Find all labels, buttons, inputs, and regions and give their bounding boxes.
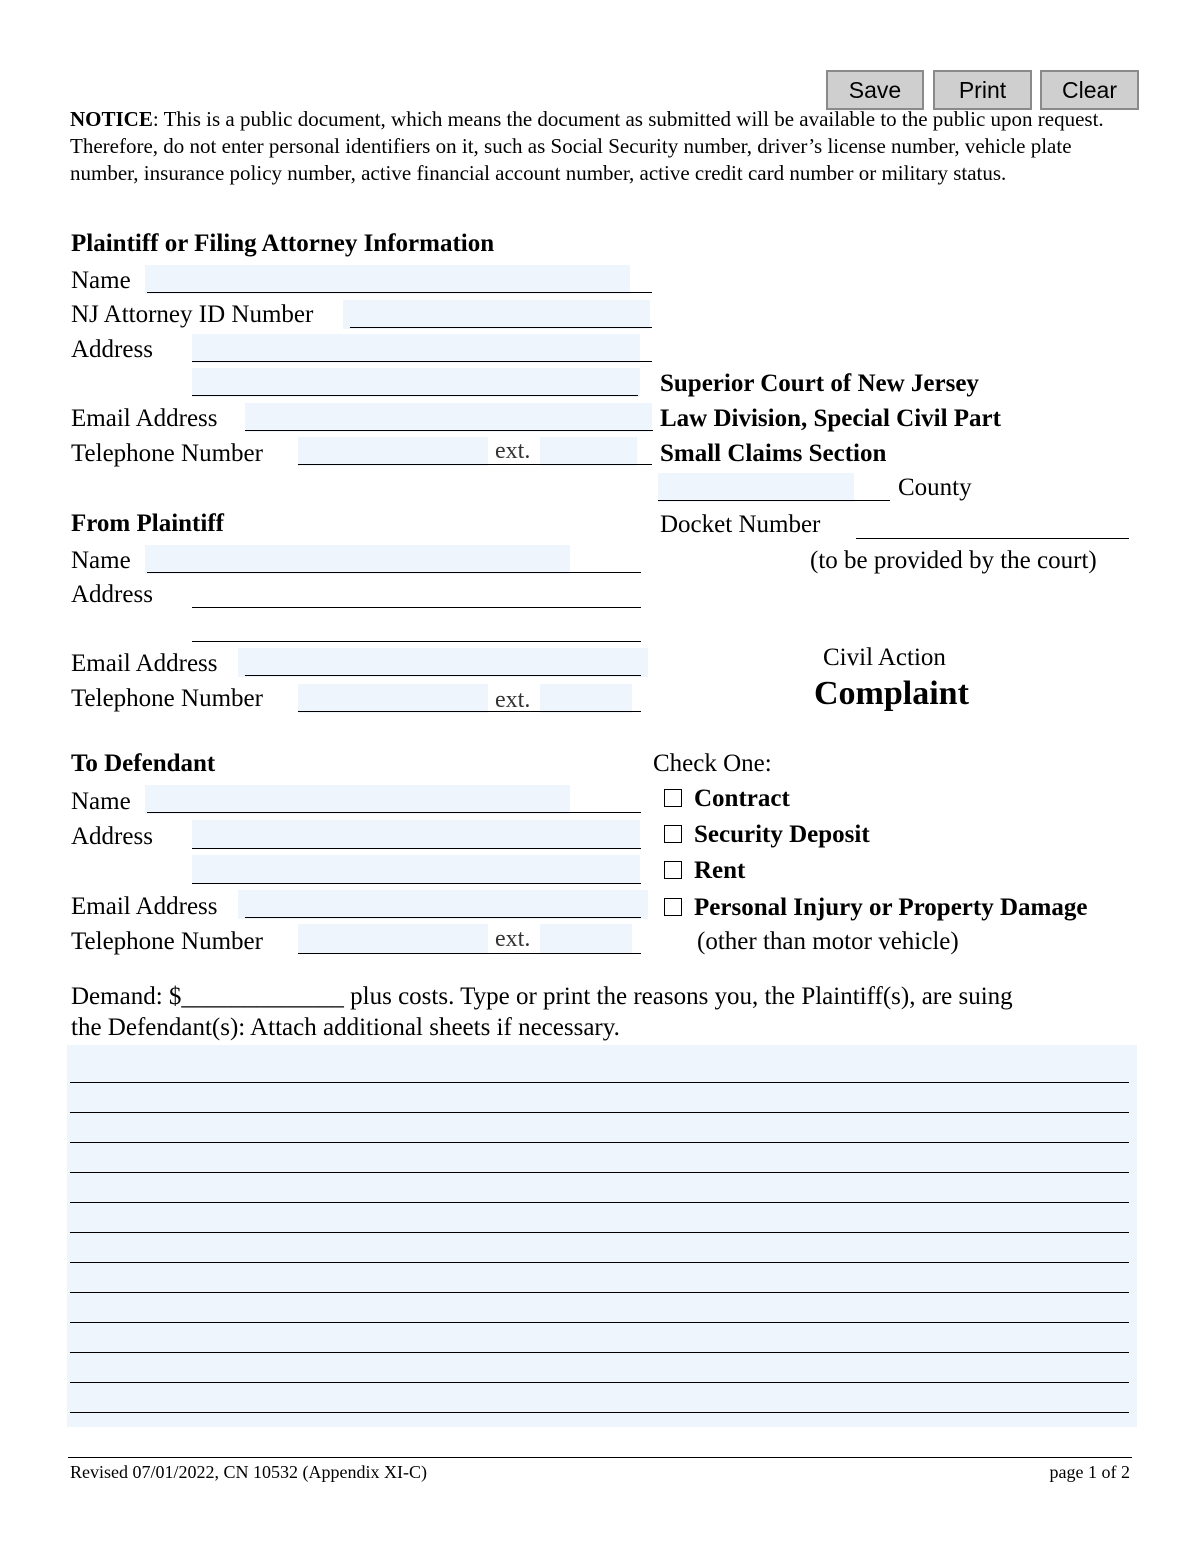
demand-line1 (71, 983, 1013, 1011)
reasons-line (70, 1232, 1129, 1233)
demand-prefix: Demand: $ (71, 983, 182, 1010)
plaintiff-email-underline (245, 675, 641, 676)
reasons-line (70, 1292, 1129, 1293)
defendant-name-label: Name (71, 788, 131, 815)
attorney-phone-input[interactable] (298, 437, 488, 466)
defendant-address-line1-input[interactable] (192, 820, 640, 849)
print-button[interactable]: Print (933, 70, 1032, 110)
reasons-textarea[interactable] (67, 1045, 1137, 1427)
demand-amount-field[interactable]: _____________ (181, 983, 344, 1010)
rent-checkbox[interactable] (664, 861, 682, 879)
demand-line2: the Defendant(s): Attach additional sheets if necessary. (71, 1014, 620, 1041)
plaintiff-email-input[interactable] (238, 648, 648, 677)
county-underline (658, 500, 890, 501)
attorney-address-line1-input[interactable] (192, 334, 640, 363)
reasons-line (70, 1082, 1129, 1083)
defendant-name-underline (147, 812, 641, 813)
county-label: County (898, 474, 972, 501)
attorney-ext-label: ext. (495, 438, 531, 464)
footer-revision: Revised 07/01/2022, CN 10532 (Appendix XI-C) (70, 1462, 427, 1482)
attorney-name-label: Name (71, 267, 131, 294)
demand-suffix: plus costs. Type or print the reasons you, the Plaintiff(s), are suing (343, 983, 1013, 1010)
county-input[interactable] (658, 473, 854, 502)
security-deposit-label: Security Deposit (694, 821, 870, 848)
contract-label: Contract (694, 785, 790, 812)
defendant-phone-input[interactable] (298, 924, 488, 953)
attorney-name-input[interactable] (145, 265, 630, 294)
defendant-phone-underline (298, 953, 641, 954)
defendant-email-underline (245, 917, 641, 918)
plaintiff-address-line1-underline[interactable] (192, 607, 641, 608)
defendant-name-input[interactable] (145, 785, 570, 814)
footer-divider (68, 1457, 1132, 1458)
docket-label: Docket Number (660, 511, 821, 538)
attorney-address-line1-underline (192, 361, 652, 362)
attorney-email-underline (245, 430, 653, 431)
notice-bold: NOTICE (70, 107, 153, 131)
attorney-email-label: Email Address (71, 405, 218, 432)
attorney-email-input[interactable] (245, 403, 652, 432)
reasons-line (70, 1172, 1129, 1173)
plaintiff-name-input[interactable] (145, 545, 570, 574)
defendant-address-label: Address (71, 823, 153, 850)
attorney-phone-underline (298, 464, 652, 465)
attorney-address-line2-input[interactable] (192, 368, 640, 397)
plaintiff-name-underline (147, 572, 641, 573)
reasons-line (70, 1382, 1129, 1383)
personal-injury-label: Personal Injury or Property Damage (694, 894, 1088, 921)
reasons-line (70, 1352, 1129, 1353)
docket-underline (856, 538, 1129, 539)
defendant-email-label: Email Address (71, 893, 218, 920)
reasons-line (70, 1202, 1129, 1203)
attorney-id-label: NJ Attorney ID Number (71, 301, 314, 328)
attorney-phone-label: Telephone Number (71, 440, 263, 467)
attorney-ext-input[interactable] (540, 437, 637, 466)
plaintiff-phone-label: Telephone Number (71, 685, 263, 712)
plaintiff-ext-label: ext. (495, 687, 531, 713)
complaint-title: Complaint (814, 675, 969, 712)
save-button[interactable]: Save (826, 70, 924, 110)
plaintiff-phone-input[interactable] (298, 684, 488, 713)
court-line3: Small Claims Section (660, 440, 887, 467)
attorney-address-label: Address (71, 336, 153, 363)
defendant-phone-label: Telephone Number (71, 928, 263, 955)
court-line2: Law Division, Special Civil Part (660, 405, 1001, 432)
plaintiff-name-label: Name (71, 547, 131, 574)
defendant-address-line1-underline (192, 848, 641, 849)
notice-text: : This is a public document, which means the document as submitted will be available to the public upon request. Therefore, do not enter personal identifiers on it, such as Social Security number, driver’s license number, vehicle plate number, insurance policy number, active financial account number, active credit card number or military status. (70, 107, 1104, 185)
plaintiff-phone-underline (298, 711, 641, 712)
notice-paragraph (70, 106, 1140, 187)
attorney-id-underline (350, 327, 652, 328)
plaintiff-email-label: Email Address (71, 650, 218, 677)
reasons-line (70, 1262, 1129, 1263)
personal-injury-note: (other than motor vehicle) (697, 928, 959, 955)
defendant-email-input[interactable] (238, 890, 648, 919)
personal-injury-checkbox[interactable] (664, 898, 682, 916)
defendant-heading: To Defendant (71, 750, 216, 777)
attorney-address-line2-underline (192, 395, 638, 396)
defendant-address-line2-input[interactable] (192, 855, 640, 884)
docket-note: (to be provided by the court) (810, 547, 1097, 574)
attorney-id-input[interactable] (343, 300, 650, 329)
court-line1: Superior Court of New Jersey (660, 370, 979, 397)
defendant-address-line2-underline (192, 883, 641, 884)
footer-page-number: page 1 of 2 (1049, 1462, 1130, 1482)
reasons-line (70, 1412, 1129, 1413)
clear-button[interactable]: Clear (1040, 70, 1139, 110)
defendant-ext-label: ext. (495, 926, 531, 952)
attorney-heading: Plaintiff or Filing Attorney Information (71, 230, 495, 257)
civil-action-label: Civil Action (823, 644, 946, 671)
plaintiff-address-label: Address (71, 581, 153, 608)
defendant-ext-input[interactable] (540, 924, 632, 953)
contract-checkbox[interactable] (664, 789, 682, 807)
reasons-line (70, 1322, 1129, 1323)
check-one-label: Check One: (653, 750, 772, 777)
attorney-name-underline (147, 292, 652, 293)
reasons-line (70, 1112, 1129, 1113)
security-deposit-checkbox[interactable] (664, 825, 682, 843)
plaintiff-heading: From Plaintiff (71, 510, 224, 537)
reasons-line (70, 1142, 1129, 1143)
plaintiff-address-line2-underline[interactable] (192, 641, 641, 642)
plaintiff-ext-input[interactable] (540, 684, 632, 713)
rent-label: Rent (694, 857, 746, 884)
